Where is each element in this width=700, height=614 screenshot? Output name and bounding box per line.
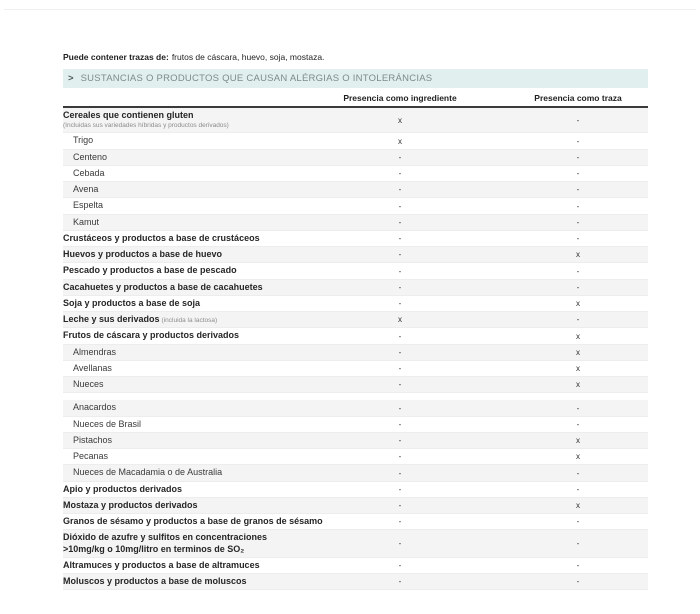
row-label: Pecanas — [73, 451, 109, 462]
row-label: Huevos y productos a base de huevo — [63, 249, 223, 260]
ingredient-presence-mark: x — [398, 115, 402, 125]
trace-presence-mark: - — [576, 217, 580, 227]
trace-presence-mark: - — [576, 517, 580, 527]
row-label: Mostaza y productos derivados — [63, 499, 198, 510]
trace-presence-mark: - — [576, 468, 580, 478]
table-row — [63, 296, 648, 312]
column-header-ingredient: Presencia como ingrediente — [343, 93, 457, 103]
section-header-allergens[interactable] — [63, 69, 648, 88]
trace-presence-mark: x — [576, 501, 580, 510]
table-row — [63, 482, 648, 498]
ingredient-presence-mark: - — [398, 452, 402, 462]
table-row — [63, 182, 648, 198]
row-label: Apio y productos derivados — [63, 483, 183, 494]
trace-presence-mark: - — [576, 266, 580, 276]
trace-presence-mark: - — [576, 577, 580, 587]
chevron-right-icon: > — [68, 73, 74, 84]
row-label-line2: >10mg/kg o 10mg/litro en terminos de SO₂ — [63, 543, 245, 554]
trace-presence-mark: - — [576, 152, 580, 162]
table-header-row — [63, 93, 648, 108]
row-label: Leche y sus derivados (incluida la lactosa) — [63, 314, 218, 325]
row-label: Almendras — [73, 346, 117, 357]
ingredient-presence-mark: - — [398, 517, 402, 527]
trace-presence-mark: - — [576, 136, 580, 146]
table-row — [63, 433, 648, 449]
ingredient-presence-mark: - — [398, 380, 402, 390]
column-header-trace: Presencia como traza — [534, 93, 622, 103]
ingredient-presence-mark: - — [398, 282, 402, 292]
ingredient-presence-mark: - — [398, 169, 402, 178]
table-row — [63, 400, 648, 416]
row-label: Nueces — [73, 379, 104, 390]
ingredient-presence-mark: - — [398, 266, 402, 276]
table-row — [63, 345, 648, 361]
ingredient-presence-mark: - — [398, 501, 402, 510]
row-label: Avellanas — [73, 362, 112, 373]
row-label: Avena — [73, 184, 99, 195]
table-row — [63, 377, 648, 393]
row-label: Centeno — [73, 151, 108, 162]
table-row — [63, 465, 648, 481]
table-row — [63, 263, 648, 279]
trace-presence-mark: - — [576, 169, 580, 178]
trace-presence-mark: x — [576, 380, 580, 390]
table-row — [63, 150, 648, 166]
table-row — [63, 166, 648, 182]
row-label: Soja y productos a base de soja — [63, 297, 201, 308]
table-row — [63, 449, 648, 465]
row-label: Cebada — [73, 167, 105, 178]
ingredient-presence-mark: x — [398, 136, 402, 146]
trace-presence-mark: - — [576, 185, 580, 195]
trace-presence-mark: x — [576, 452, 580, 462]
table-row — [63, 530, 648, 558]
table-row — [63, 198, 648, 214]
row-label: Dióxido de azufre y sulfitos en concentraciones >10mg/kg o 10mg/litro en terminos de SO₂ — [63, 530, 325, 557]
row-label: Frutos de cáscara y productos derivados — [63, 330, 240, 341]
group-separator — [63, 393, 648, 400]
row-label: Moluscos y productos a base de moluscos — [63, 576, 247, 587]
table-row — [63, 215, 648, 231]
trace-note-prefix: Puede contener trazas de: — [63, 52, 169, 62]
row-label-note: (Incluidas sus variedades híbridas y productos derivados) — [63, 122, 229, 130]
row-label: Nueces de Macadamia o de Australia — [73, 467, 223, 478]
ingredient-presence-mark: - — [398, 331, 402, 341]
ingredient-presence-mark: - — [398, 250, 402, 260]
trace-presence-mark: - — [576, 234, 580, 243]
row-label: Pistachos — [73, 434, 113, 445]
trace-presence-mark: x — [576, 364, 580, 373]
trace-presence-mark: - — [576, 282, 580, 292]
row-label: Cereales que contienen gluten (Incluidas sus variedades híbridas y productos derivados) — [63, 108, 325, 132]
trace-presence-mark: x — [576, 299, 580, 308]
ingredient-presence-mark: - — [398, 152, 402, 162]
table-row — [63, 231, 648, 247]
ingredient-presence-mark: - — [398, 577, 402, 587]
trace-presence-mark: - — [576, 539, 580, 549]
ingredient-presence-mark: - — [398, 539, 402, 549]
ingredient-presence-mark: - — [398, 403, 402, 413]
ingredient-presence-mark: - — [398, 419, 402, 429]
table-body — [63, 108, 648, 590]
row-label: Altramuces y productos a base de altramuces — [63, 559, 260, 570]
ingredient-presence-mark: - — [398, 364, 402, 373]
trace-presence-mark: - — [576, 315, 580, 325]
ingredient-presence-mark: - — [398, 299, 402, 308]
row-label: Kamut — [73, 216, 100, 227]
row-label: Crustáceos y productos a base de crustáceos — [63, 232, 260, 243]
trace-note-text: frutos de cáscara, huevo, soja, mostaza. — [171, 52, 325, 62]
row-label: Cacahuetes y productos a base de cacahuetes — [63, 281, 263, 292]
table-row — [63, 574, 648, 590]
trace-presence-mark: x — [576, 250, 580, 260]
ingredient-presence-mark: - — [398, 185, 402, 195]
row-label: Anacardos — [73, 402, 117, 413]
table-row — [63, 108, 648, 133]
section-title: SUSTANCIAS O PRODUCTOS QUE CAUSAN ALÉRGIAS O INTOLERÁNCIAS — [80, 73, 433, 84]
row-label-note: (incluida la lactosa) — [161, 317, 218, 325]
trace-presence-mark: - — [576, 484, 580, 494]
ingredient-presence-mark: x — [398, 315, 402, 325]
ingredient-presence-mark: - — [398, 484, 402, 494]
trace-presence-mark: x — [576, 347, 580, 357]
trace-presence-mark: x — [576, 331, 580, 341]
table-row — [63, 558, 648, 574]
table-row — [63, 312, 648, 328]
ingredient-presence-mark: - — [398, 468, 402, 478]
table-row — [63, 328, 648, 344]
table-row — [63, 247, 648, 263]
table-row — [63, 514, 648, 530]
row-label: Pescado y productos a base de pescado — [63, 265, 237, 276]
ingredient-presence-mark: - — [398, 561, 402, 570]
trace-presence-mark: x — [576, 436, 580, 445]
row-label: Granos de sésamo y productos a base de granos de sésamo — [63, 516, 323, 527]
ingredient-presence-mark: - — [398, 436, 402, 445]
row-label: Trigo — [73, 135, 94, 146]
trace-presence-mark: - — [576, 201, 580, 211]
allergen-panel — [63, 52, 648, 590]
trace-presence-mark: - — [576, 561, 580, 570]
ingredient-presence-mark: - — [398, 217, 402, 227]
page-top-divider — [4, 9, 696, 10]
ingredient-presence-mark: - — [398, 234, 402, 243]
row-label: Nueces de Brasil — [73, 418, 142, 429]
table-row — [63, 280, 648, 296]
ingredient-presence-mark: - — [398, 201, 402, 211]
table-row — [63, 133, 648, 149]
trace-note — [63, 52, 648, 62]
ingredient-presence-mark: - — [398, 347, 402, 357]
table-row — [63, 361, 648, 377]
table-row — [63, 417, 648, 433]
trace-presence-mark: - — [576, 115, 580, 125]
row-label: Espelta — [73, 200, 104, 211]
trace-presence-mark: - — [576, 419, 580, 429]
trace-presence-mark: - — [576, 403, 580, 413]
table-row — [63, 498, 648, 514]
